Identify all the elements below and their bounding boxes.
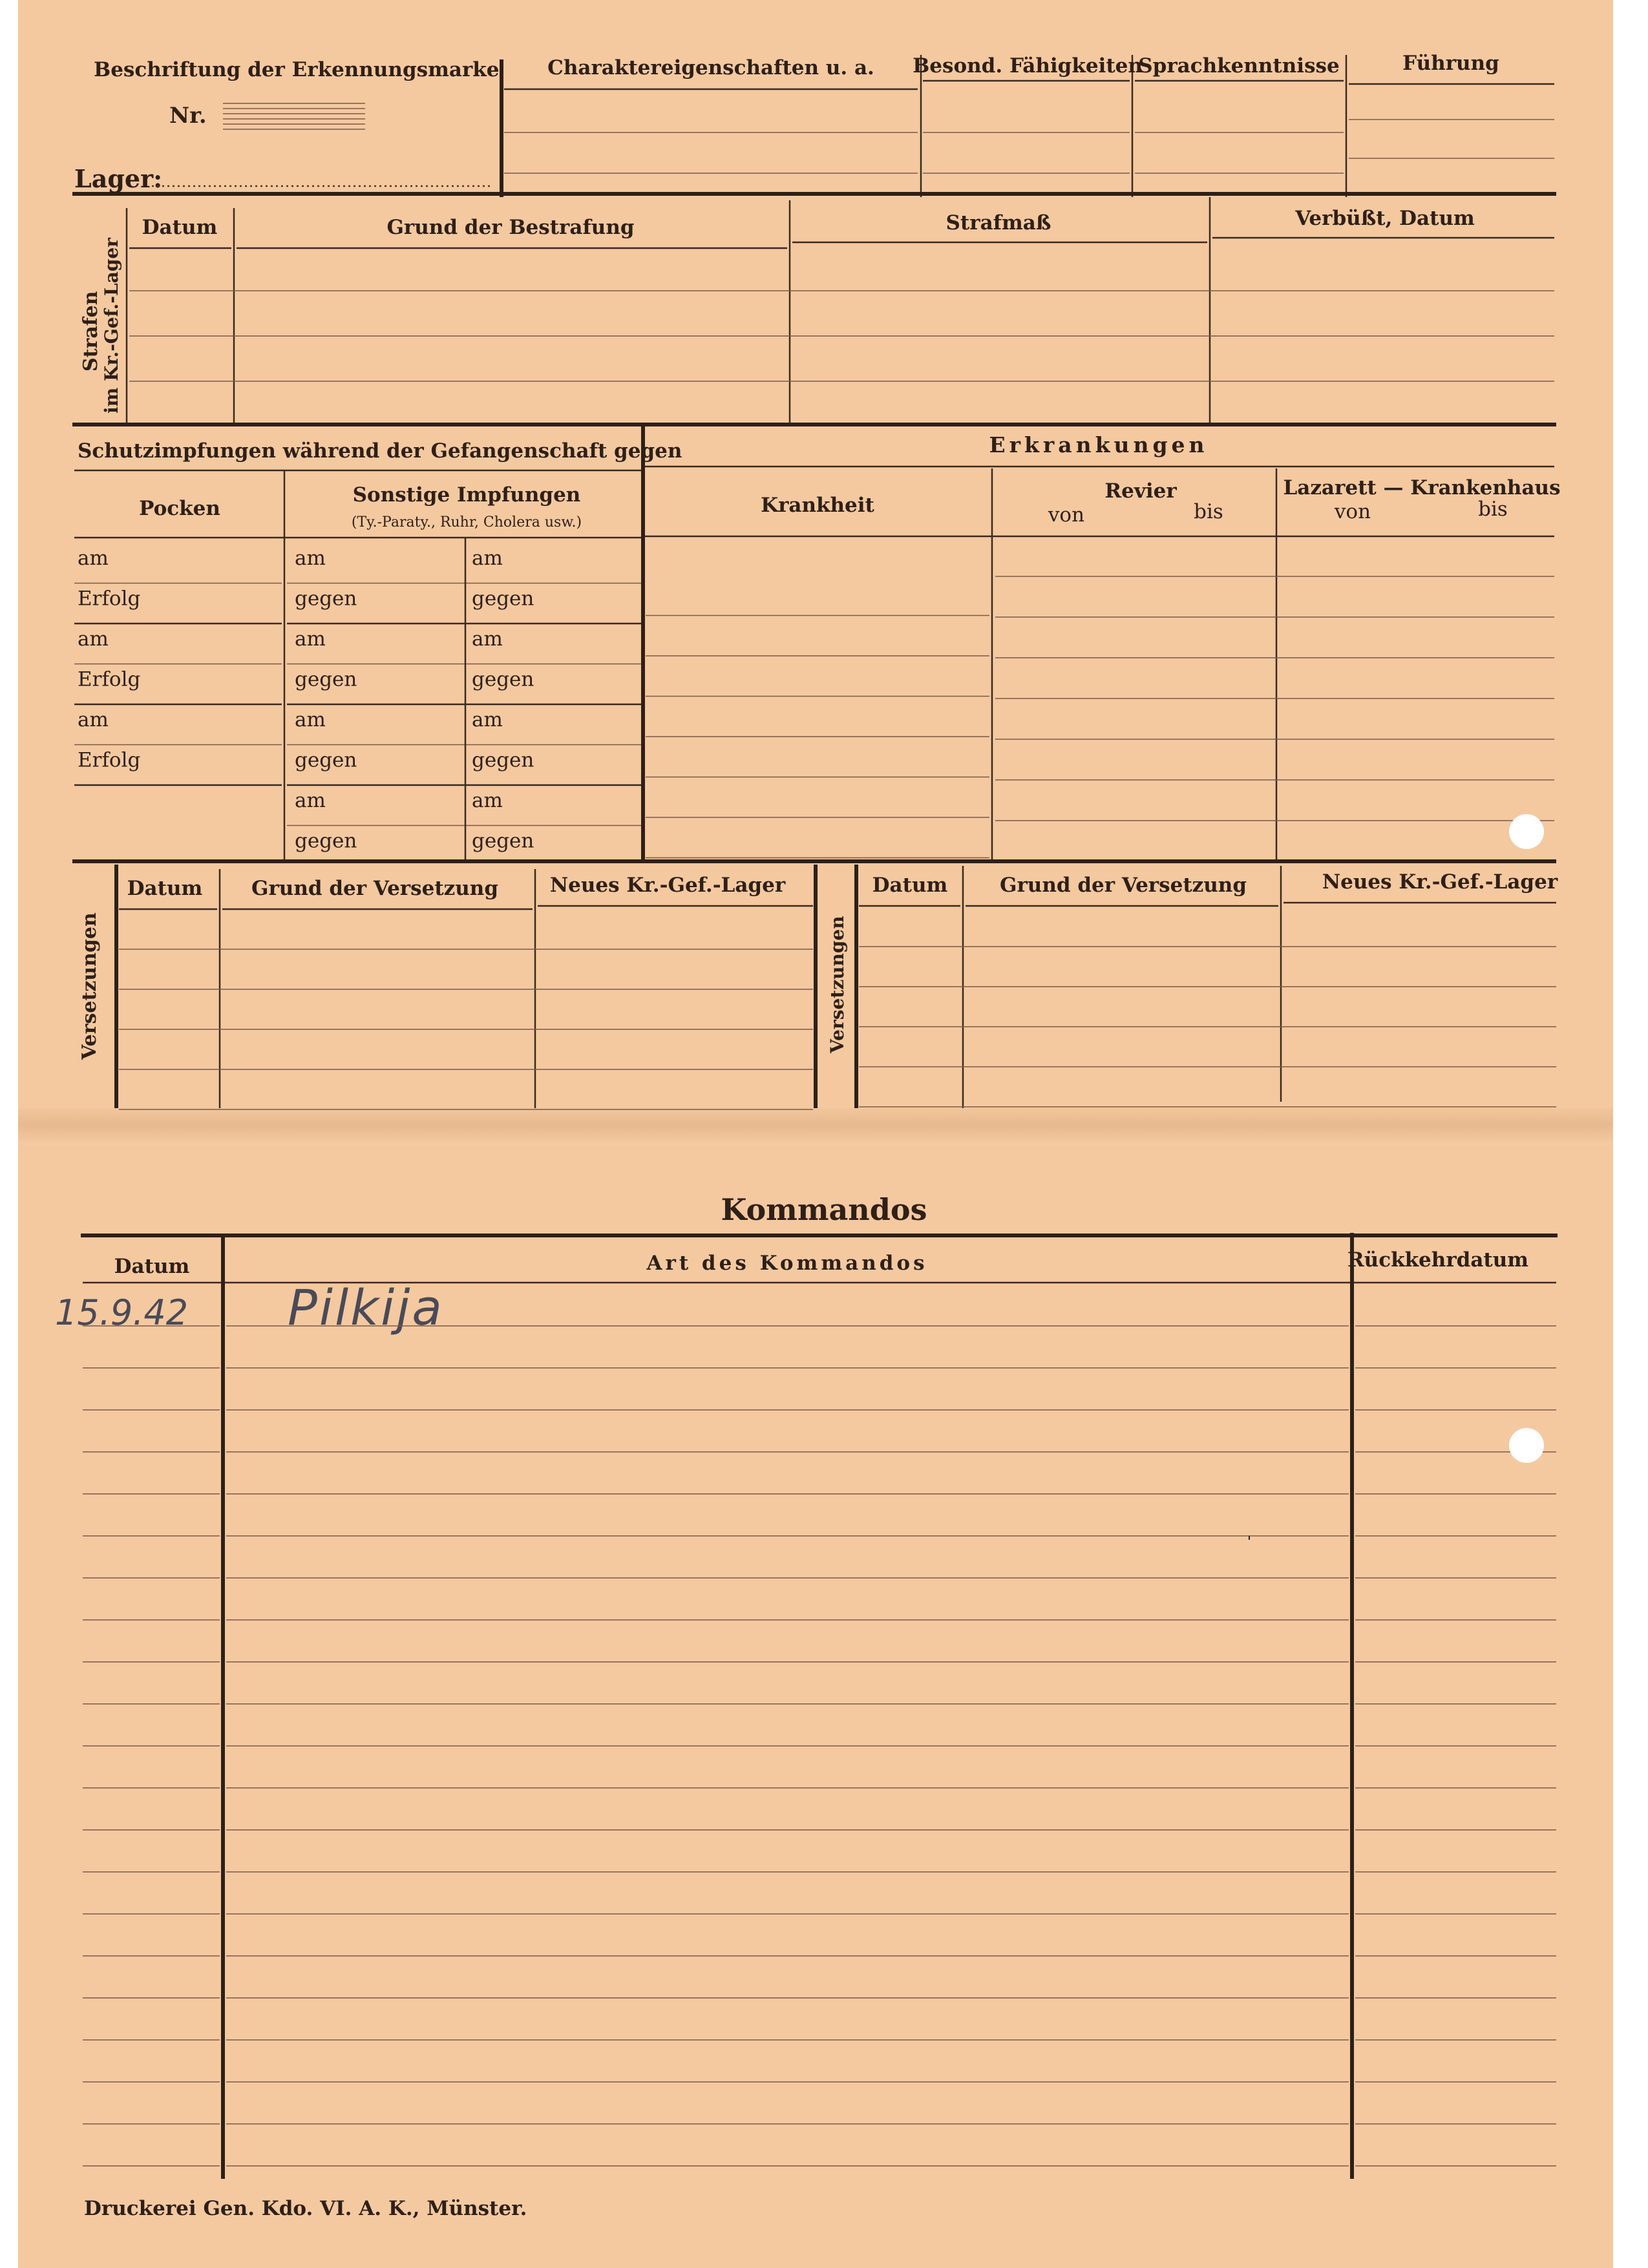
lager-label: Lager: (74, 164, 163, 193)
strafen-grund-header: Grund der Bestrafung (386, 216, 635, 239)
revier-von-label: von (1048, 503, 1085, 527)
sprachen-header: Sprachkenntnisse (1138, 54, 1340, 78)
vers-right-datum-header: Datum (872, 874, 948, 897)
strafmass-header: Strafmaß (945, 211, 1051, 235)
versetzungen-side-label-left: Versetzungen (78, 912, 101, 1060)
vers-right-grund-header: Grund der Versetzung (1000, 874, 1247, 897)
charakter-header: Charaktereigenschaften u. a. (547, 56, 874, 79)
kommandos-entries (55, 1279, 444, 1336)
sonstige-subheader: (Ty.-Paraty., Ruhr, Cholera usw.) (351, 514, 582, 530)
punch-hole-top (1509, 814, 1544, 849)
erkennungsmarke-label: Beschriftung der Erkennungsmarke (94, 58, 500, 81)
verbuesst-header: Verbüßt, Datum (1295, 207, 1475, 230)
kommandos-title: Kommandos (721, 1192, 927, 1227)
revier-header: Revier (1104, 479, 1177, 503)
strafen-side-label: Strafen (79, 291, 102, 372)
nr-hatch (223, 103, 365, 129)
sonstige-row-label-a: am (295, 547, 326, 570)
sonstige-row-label-b: gegen (472, 667, 534, 691)
sonstige-row-label-b: gegen (472, 829, 534, 853)
pocken-row-label: am (78, 547, 109, 570)
sonstige-row-label-b: am (472, 789, 503, 812)
pocken-row-label: Erfolg (78, 748, 141, 772)
strafen-datum-header: Datum (142, 216, 218, 239)
sonstige-row-label-a: gegen (295, 587, 357, 611)
kommandos-art-header: Art des Kommandos (646, 1252, 928, 1275)
lazarett-header: Lazarett — Krankenhaus (1283, 476, 1561, 499)
pocken-row-label: am (78, 708, 109, 731)
pocken-row-label: am (78, 627, 109, 651)
vers-left-grund-header: Grund der Versetzung (251, 877, 498, 900)
nr-label: Nr. (169, 103, 207, 129)
sonstige-row-label-a: gegen (295, 748, 357, 772)
punch-hole-bottom (1509, 1428, 1544, 1463)
fuehrung-header: Führung (1402, 52, 1499, 75)
faehigkeiten-header: Besond. Fähigkeiten (913, 54, 1143, 78)
strafen-side-label-lager: im Kr.-Gef.-Lager (101, 237, 122, 414)
sonstige-row-label-a: gegen (295, 667, 357, 691)
lazarett-bis-label: bis (1478, 498, 1508, 521)
vers-left-datum-header: Datum (127, 877, 203, 900)
erkrankungen-section (761, 432, 1560, 527)
erkrankungen-title: Erkrankungen (989, 432, 1209, 457)
pocken-header: Pocken (139, 497, 220, 520)
sonstige-row-label-a: gegen (295, 829, 357, 853)
pocken-row-label: Erfolg (78, 587, 141, 611)
pocken-rows (74, 547, 282, 785)
sonstige-row-label-b: am (472, 547, 503, 570)
kommandos-rows (83, 1326, 1556, 2166)
sonstige-rows (287, 547, 989, 858)
impfungen-title: Schutzimpfungen während der Gefangenschaft gegen (78, 439, 682, 463)
printer-footer: Druckerei Gen. Kdo. VI. A. K., Münster. (84, 2197, 527, 2220)
kommando-entry-datum: 15.9.42 (55, 1292, 189, 1333)
sonstige-row-label-a: am (295, 708, 326, 731)
kommandos-rueckkehr-header: Rückkehrdatum (1347, 1248, 1529, 1272)
sonstige-row-label-b: am (472, 708, 503, 731)
krankheit-header: Krankheit (761, 494, 874, 517)
sonstige-row-label-b: am (472, 627, 503, 651)
sonstige-header: Sonstige Impfungen (352, 483, 581, 507)
vers-left-neues-header: Neues Kr.-Gef.-Lager (549, 874, 786, 897)
revier-bis-label: bis (1194, 500, 1223, 523)
identification-section (74, 58, 500, 193)
kommando-entry-art: Pilkija (288, 1279, 444, 1336)
vers-right-neues-header: Neues Kr.-Gef.-Lager (1322, 870, 1558, 894)
versetzungen-section (78, 870, 1558, 1060)
kommandos-section (55, 1192, 1556, 2166)
strafen-rows (129, 291, 1554, 381)
versetzungen-side-label-right: Versetzungen (827, 916, 848, 1053)
sonstige-row-label-a: am (295, 627, 326, 651)
sonstige-row-label-b: gegen (472, 748, 534, 772)
kommandos-datum-header: Datum (114, 1255, 190, 1278)
pocken-row-label: Erfolg (78, 667, 141, 691)
sonstige-row-label-a: am (295, 789, 326, 812)
sonstige-row-label-b: gegen (472, 587, 534, 611)
erkrankungen-rows (995, 576, 1554, 821)
lazarett-von-label: von (1334, 500, 1371, 523)
